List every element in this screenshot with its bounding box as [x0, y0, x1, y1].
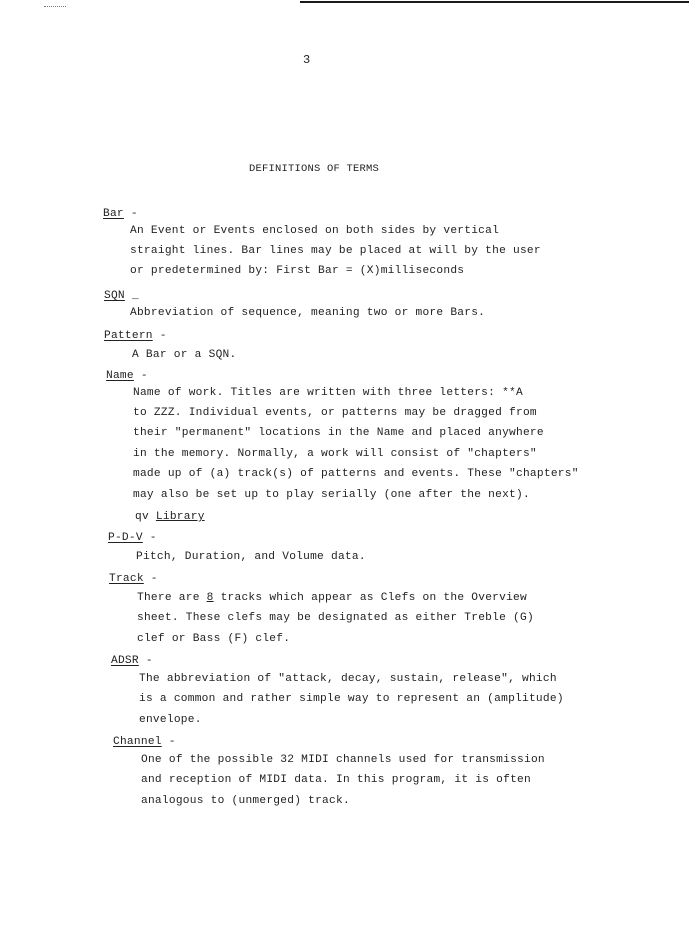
definition-line: to ZZZ. Individual events, or patterns may be dragged from [133, 407, 537, 419]
page-number: 3 [303, 53, 311, 67]
see-also-library: Library [155, 511, 205, 523]
page-title: DEFINITIONS OF TERMS [249, 163, 380, 175]
definition-line: is a common and rather simple way to represent an (amplitude) [139, 693, 564, 705]
scan-edge-line [300, 1, 689, 3]
term-label: SQN [104, 290, 125, 302]
term-name [106, 370, 148, 382]
definition-line: and reception of MIDI data. In this program, it is often [141, 774, 531, 786]
definition-line: clef or Bass (F) clef. [137, 633, 291, 645]
term-dash: - [123, 208, 138, 220]
term-dash: - [133, 370, 148, 382]
term-bar [103, 208, 138, 220]
term-track [109, 573, 158, 585]
definition-line: An Event or Events enclosed on both sides by vertical [130, 225, 500, 237]
scan-edge-dots [44, 6, 66, 8]
definition-line: in the memory. Normally, a work will consist of "chapters" [133, 448, 537, 460]
definition-line [137, 592, 527, 604]
definition-line: The abbreviation of "attack, decay, sustain, release", which [139, 673, 557, 685]
term-label: ADSR [111, 655, 139, 667]
see-also-prefix: qv [135, 511, 156, 523]
definition-line: envelope. [139, 714, 202, 726]
definition-line: their "permanent" locations in the Name and placed anywhere [133, 427, 544, 439]
definition-line: straight lines. Bar lines may be placed at will by the user [130, 245, 541, 257]
track-line-rest: tracks which appear as Clefs on the Overview [213, 592, 527, 604]
term-label: Bar [103, 208, 124, 220]
term-label: Channel [113, 736, 162, 748]
term-channel [113, 736, 176, 748]
term-label: Track [109, 573, 144, 585]
definition-line: analogous to (unmerged) track. [141, 795, 350, 807]
term-sqn [104, 290, 139, 302]
term-label: Name [106, 370, 134, 382]
definition-line: One of the possible 32 MIDI channels used for transmission [141, 754, 545, 766]
definition-line: may also be set up to play serially (one after the next). [133, 489, 530, 501]
term-label: P-D-V [108, 532, 143, 544]
definition-line: A Bar or a SQN. [132, 349, 237, 361]
term-dash: - [142, 532, 157, 544]
definition-line: made up of (a) track(s) of patterns and events. These "chapters" [133, 468, 579, 480]
term-pdv [108, 532, 157, 544]
definition-line: Pitch, Duration, and Volume data. [136, 551, 366, 563]
term-pattern [104, 330, 167, 342]
term-dash: - [161, 736, 176, 748]
definition-line: Abbreviation of sequence, meaning two or more Bars. [130, 307, 486, 319]
track-line-prefix: There are [137, 592, 207, 604]
term-dash: _ [124, 290, 139, 302]
term-dash: - [143, 573, 158, 585]
track-count: 8 [206, 592, 214, 604]
term-label: Pattern [104, 330, 153, 342]
term-dash: - [152, 330, 167, 342]
term-dash: - [138, 655, 153, 667]
definition-line: sheet. These clefs may be designated as either Treble (G) [137, 612, 534, 624]
definition-line: Name of work. Titles are written with three letters: **A [133, 387, 523, 399]
definition-line: or predetermined by: First Bar = (X)milliseconds [130, 265, 465, 277]
term-adsr [111, 655, 153, 667]
definition-line-see-also [135, 511, 205, 523]
